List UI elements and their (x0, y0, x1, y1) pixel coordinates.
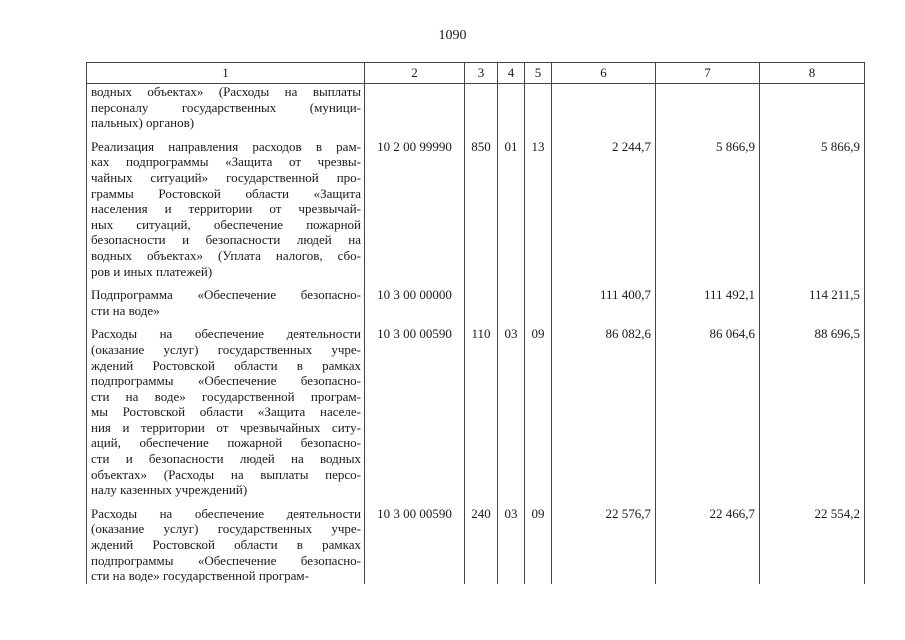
description-line: Расходы на обеспечение деятельности (91, 326, 361, 342)
description-line: ждений Ростовской области в рамках (91, 537, 361, 553)
spacer-cell (498, 498, 525, 506)
row-expense-type: 850 (465, 139, 498, 279)
row-value-col-6: 86 082,6 (552, 326, 656, 498)
row-spacer (87, 318, 865, 326)
description-line: ждений Ростовской области в рамках (91, 357, 361, 373)
row-value-col-6: 111 400,7 (552, 287, 656, 318)
row-code (365, 84, 465, 131)
row-section (498, 84, 525, 131)
row-section: 03 (498, 506, 525, 584)
spacer-cell (365, 279, 465, 287)
description-line: Реализация направления расходов в рам- (91, 138, 361, 154)
description-line: ров и иных платежей) (91, 263, 213, 279)
description-line: подпрограммы «Обеспечение безопасно- (91, 373, 361, 389)
row-description (87, 506, 365, 584)
header-col-6: 6 (552, 63, 656, 84)
spacer-cell (465, 498, 498, 506)
spacer-cell (656, 318, 760, 326)
spacer-cell (552, 131, 656, 139)
row-subsection: 09 (525, 326, 552, 498)
row-value-col-6 (552, 84, 656, 131)
header-col-2: 2 (365, 63, 465, 84)
description-line: сти на воде» (91, 302, 160, 318)
description-line: Подпрограмма «Обеспечение безопасно- (91, 287, 361, 303)
description-line: объектах» (Расходы на выплаты персо- (91, 466, 361, 482)
header-col-7: 7 (656, 63, 760, 84)
row-value-col-7: 22 466,7 (656, 506, 760, 584)
row-spacer (87, 498, 865, 506)
spacer-cell (87, 318, 365, 326)
spacer-cell (498, 131, 525, 139)
spacer-cell (656, 498, 760, 506)
row-section: 03 (498, 326, 525, 498)
table-row (87, 287, 865, 318)
spacer-cell (525, 279, 552, 287)
row-code: 10 3 00 00590 (365, 326, 465, 498)
spacer-cell (465, 131, 498, 139)
spacer-cell (525, 318, 552, 326)
spacer-cell (365, 131, 465, 139)
description-line: пальных) органов) (91, 115, 195, 131)
row-description (87, 287, 365, 318)
row-subsection: 09 (525, 506, 552, 584)
description-line: водных объектах» (Уплата налогов, сбо- (91, 247, 361, 263)
row-value-col-7 (656, 84, 760, 131)
table-row (87, 84, 865, 131)
spacer-cell (760, 131, 865, 139)
row-value-col-8: 22 554,2 (760, 506, 865, 584)
header-col-4: 4 (498, 63, 525, 84)
description-line: граммы Ростовской области «Защита (91, 185, 361, 201)
description-line: чайных ситуаций» государственной про- (91, 169, 361, 185)
table-body (87, 84, 865, 584)
description-line: безопасности и безопасности людей на (91, 232, 361, 248)
row-expense-type (465, 287, 498, 318)
row-value-col-8: 5 866,9 (760, 139, 865, 279)
spacer-cell (552, 279, 656, 287)
description-line: населения и территории от чрезвычай- (91, 201, 361, 217)
row-expense-type: 240 (465, 506, 498, 584)
row-value-col-8: 114 211,5 (760, 287, 865, 318)
header-col-3: 3 (465, 63, 498, 84)
row-value-col-6: 22 576,7 (552, 506, 656, 584)
spacer-cell (465, 279, 498, 287)
row-section: 01 (498, 139, 525, 279)
table-row (87, 506, 865, 584)
spacer-cell (760, 318, 865, 326)
row-value-col-8 (760, 84, 865, 131)
row-code: 10 2 00 99990 (365, 139, 465, 279)
description-line: (оказание услуг) государственных учре- (91, 341, 361, 357)
description-line: ках подпрограммы «Защита от чрезвы- (91, 154, 361, 170)
row-description (87, 326, 365, 498)
spacer-cell (498, 318, 525, 326)
header-col-5: 5 (525, 63, 552, 84)
spacer-cell (552, 318, 656, 326)
row-code: 10 3 00 00000 (365, 287, 465, 318)
spacer-cell (87, 498, 365, 506)
spacer-cell (525, 498, 552, 506)
row-subsection (525, 84, 552, 131)
row-section (498, 287, 525, 318)
row-value-col-7: 5 866,9 (656, 139, 760, 279)
spacer-cell (87, 279, 365, 287)
page-number: 1090 (438, 28, 467, 43)
row-subsection: 13 (525, 139, 552, 279)
spacer-cell (525, 131, 552, 139)
description-line: подпрограммы «Обеспечение безопасно- (91, 552, 361, 568)
table-row (87, 326, 865, 498)
row-expense-type (465, 84, 498, 131)
description-line: ния и территории от чрезвычайных ситу- (91, 419, 361, 435)
spacer-cell (365, 498, 465, 506)
row-code: 10 3 00 00590 (365, 506, 465, 584)
spacer-cell (760, 279, 865, 287)
spacer-cell (465, 318, 498, 326)
spacer-cell (87, 131, 365, 139)
header-col-1: 1 (87, 63, 365, 84)
row-value-col-7: 86 064,6 (656, 326, 760, 498)
row-value-col-8: 88 696,5 (760, 326, 865, 498)
row-description (87, 139, 365, 279)
description-line: ных ситуаций, обеспечение пожарной (91, 216, 361, 232)
description-line: водных объектах» (Расходы на выплаты (91, 84, 361, 99)
table-row (87, 139, 865, 279)
description-line: сти и безопасности людей на водных (91, 451, 361, 467)
spacer-cell (656, 279, 760, 287)
description-line: мы Ростовской области «Защита населе- (91, 404, 361, 420)
row-expense-type: 110 (465, 326, 498, 498)
budget-table-container (86, 62, 864, 584)
description-line: персоналу государственных (муници- (91, 99, 361, 115)
spacer-cell (365, 318, 465, 326)
description-line: сти на воде» государственной програм- (91, 568, 309, 584)
table-header-row (87, 63, 865, 84)
description-line: налу казенных учреждений) (91, 482, 248, 498)
spacer-cell (656, 131, 760, 139)
spacer-cell (760, 498, 865, 506)
description-line: (оказание услуг) государственных учре- (91, 521, 361, 537)
row-description (87, 84, 365, 131)
description-line: сти на воде» государственной програм- (91, 388, 361, 404)
header-col-8: 8 (760, 63, 865, 84)
row-value-col-6: 2 244,7 (552, 139, 656, 279)
row-value-col-7: 111 492,1 (656, 287, 760, 318)
description-line: аций, обеспечение пожарной безопасно- (91, 435, 361, 451)
spacer-cell (552, 498, 656, 506)
description-line: Расходы на обеспечение деятельности (91, 505, 361, 521)
row-spacer (87, 131, 865, 139)
spacer-cell (498, 279, 525, 287)
row-subsection (525, 287, 552, 318)
budget-table (86, 62, 865, 584)
row-spacer (87, 279, 865, 287)
